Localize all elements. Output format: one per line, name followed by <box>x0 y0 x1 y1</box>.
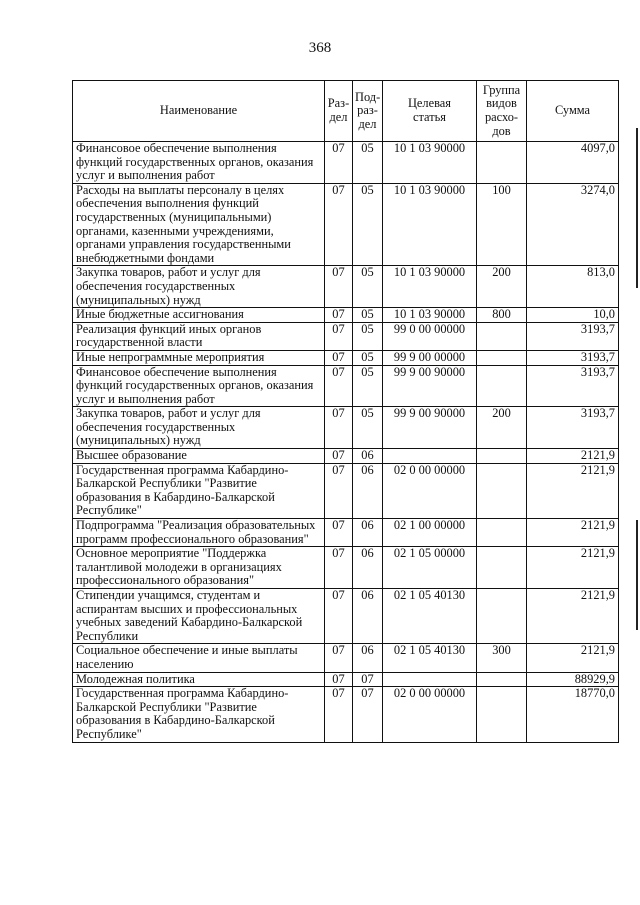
table-row <box>73 350 619 365</box>
row-amount: 2121,9 <box>527 644 619 672</box>
row-section: 07 <box>325 519 353 547</box>
row-group <box>477 322 527 350</box>
row-subsection: 05 <box>353 350 383 365</box>
row-amount: 2121,9 <box>527 589 619 644</box>
header-subsection: Под- раз- дел <box>353 81 383 142</box>
header-expense-group: Группа видов расхо- дов <box>477 81 527 142</box>
table-header-row <box>73 81 619 142</box>
row-target: 99 9 00 90000 <box>383 365 477 407</box>
row-name: Высшее образование <box>73 449 325 464</box>
row-name: Закупка товаров, работ и услуг для обеспечения государственных (муниципальных) нужд <box>73 407 325 449</box>
table-row <box>73 519 619 547</box>
row-group: 300 <box>477 644 527 672</box>
header-target-article: Целевая статья <box>383 81 477 142</box>
row-amount: 3193,7 <box>527 365 619 407</box>
row-subsection: 05 <box>353 183 383 266</box>
row-amount: 2121,9 <box>527 519 619 547</box>
table-row <box>73 687 619 742</box>
row-target: 10 1 03 90000 <box>383 142 477 184</box>
table-row <box>73 449 619 464</box>
table-row <box>73 644 619 672</box>
row-name: Стипендии учащимся, студентам и аспирантам высших и профессиональных учебных заведений Кабардино-Балкарской Республики <box>73 589 325 644</box>
row-subsection: 06 <box>353 519 383 547</box>
row-section: 07 <box>325 308 353 323</box>
row-name: Финансовое обеспечение выполнения функций государственных органов, оказания услуг и выполнения работ <box>73 365 325 407</box>
row-subsection: 07 <box>353 687 383 742</box>
row-target: 02 1 05 40130 <box>383 589 477 644</box>
row-target: 10 1 03 90000 <box>383 183 477 266</box>
table-row <box>73 142 619 184</box>
row-group <box>477 672 527 687</box>
row-section: 07 <box>325 365 353 407</box>
row-subsection: 05 <box>353 407 383 449</box>
row-section: 07 <box>325 687 353 742</box>
row-section: 07 <box>325 350 353 365</box>
row-section: 07 <box>325 266 353 308</box>
row-section: 07 <box>325 547 353 589</box>
row-section: 07 <box>325 322 353 350</box>
row-amount: 18770,0 <box>527 687 619 742</box>
row-group <box>477 463 527 518</box>
scan-edge-mark <box>636 128 638 288</box>
row-target: 02 1 05 40130 <box>383 644 477 672</box>
table-row <box>73 322 619 350</box>
row-target: 02 1 05 00000 <box>383 547 477 589</box>
row-amount: 3193,7 <box>527 407 619 449</box>
page-number: 368 <box>308 40 332 56</box>
row-section: 07 <box>325 183 353 266</box>
table-row <box>73 463 619 518</box>
row-name: Иные бюджетные ассигнования <box>73 308 325 323</box>
row-group <box>477 589 527 644</box>
table-row <box>73 672 619 687</box>
row-group <box>477 365 527 407</box>
row-group <box>477 519 527 547</box>
header-section: Раз- дел <box>325 81 353 142</box>
row-target <box>383 449 477 464</box>
row-name: Подпрограмма "Реализация образовательных программ профессионального образования" <box>73 519 325 547</box>
row-section: 07 <box>325 407 353 449</box>
row-name: Молодежная политика <box>73 672 325 687</box>
row-amount: 2121,9 <box>527 449 619 464</box>
row-subsection: 06 <box>353 449 383 464</box>
table-row <box>73 308 619 323</box>
row-name: Иные непрограммные мероприятия <box>73 350 325 365</box>
table-body <box>73 142 619 743</box>
row-amount: 10,0 <box>527 308 619 323</box>
row-subsection: 05 <box>353 308 383 323</box>
row-target: 02 0 00 00000 <box>383 687 477 742</box>
row-subsection: 06 <box>353 463 383 518</box>
row-name: Государственная программа Кабардино-Балкарской Республики "Развитие образования в Кабардино-Балкарской Республике" <box>73 463 325 518</box>
row-group: 800 <box>477 308 527 323</box>
row-subsection: 05 <box>353 142 383 184</box>
header-amount: Сумма <box>527 81 619 142</box>
row-name: Финансовое обеспечение выполнения функций государственных органов, оказания услуг и выполнения работ <box>73 142 325 184</box>
row-group <box>477 350 527 365</box>
row-section: 07 <box>325 672 353 687</box>
row-target: 99 9 00 90000 <box>383 407 477 449</box>
row-section: 07 <box>325 142 353 184</box>
table-row <box>73 547 619 589</box>
table-row <box>73 266 619 308</box>
row-target: 99 9 00 00000 <box>383 350 477 365</box>
row-amount: 4097,0 <box>527 142 619 184</box>
row-subsection: 05 <box>353 322 383 350</box>
row-target: 99 0 00 00000 <box>383 322 477 350</box>
table-row <box>73 183 619 266</box>
row-target: 02 0 00 00000 <box>383 463 477 518</box>
row-group: 200 <box>477 266 527 308</box>
row-section: 07 <box>325 449 353 464</box>
row-subsection: 05 <box>353 266 383 308</box>
row-section: 07 <box>325 589 353 644</box>
table-row <box>73 589 619 644</box>
row-name: Закупка товаров, работ и услуг для обеспечения государственных (муниципальных) нужд <box>73 266 325 308</box>
scan-edge-mark <box>636 520 638 630</box>
row-group <box>477 142 527 184</box>
row-target: 10 1 03 90000 <box>383 266 477 308</box>
row-name: Расходы на выплаты персоналу в целях обеспечения выполнения функций государственных (муниципальными) органами, казенными учреждениями, органами управления государственными внебюджетными фондами <box>73 183 325 266</box>
row-amount: 2121,9 <box>527 463 619 518</box>
row-target <box>383 672 477 687</box>
row-subsection: 05 <box>353 365 383 407</box>
row-target: 02 1 00 00000 <box>383 519 477 547</box>
row-target: 10 1 03 90000 <box>383 308 477 323</box>
budget-table <box>72 80 619 743</box>
row-section: 07 <box>325 644 353 672</box>
row-amount: 3193,7 <box>527 350 619 365</box>
row-name: Реализация функций иных органов государственной власти <box>73 322 325 350</box>
row-subsection: 06 <box>353 589 383 644</box>
row-amount: 3193,7 <box>527 322 619 350</box>
header-name: Наименование <box>73 81 325 142</box>
row-subsection: 06 <box>353 547 383 589</box>
row-group <box>477 449 527 464</box>
row-group: 100 <box>477 183 527 266</box>
row-subsection: 07 <box>353 672 383 687</box>
row-group: 200 <box>477 407 527 449</box>
row-amount: 3274,0 <box>527 183 619 266</box>
row-section: 07 <box>325 463 353 518</box>
row-amount: 813,0 <box>527 266 619 308</box>
row-group <box>477 687 527 742</box>
row-name: Социальное обеспечение и иные выплаты населению <box>73 644 325 672</box>
row-amount: 2121,9 <box>527 547 619 589</box>
table-row <box>73 407 619 449</box>
row-amount: 88929,9 <box>527 672 619 687</box>
row-name: Государственная программа Кабардино-Балкарской Республики "Развитие образования в Кабардино-Балкарской Республике" <box>73 687 325 742</box>
row-group <box>477 547 527 589</box>
row-subsection: 06 <box>353 644 383 672</box>
row-name: Основное мероприятие "Поддержка талантливой молодежи в организациях профессионального образования" <box>73 547 325 589</box>
table-row <box>73 365 619 407</box>
